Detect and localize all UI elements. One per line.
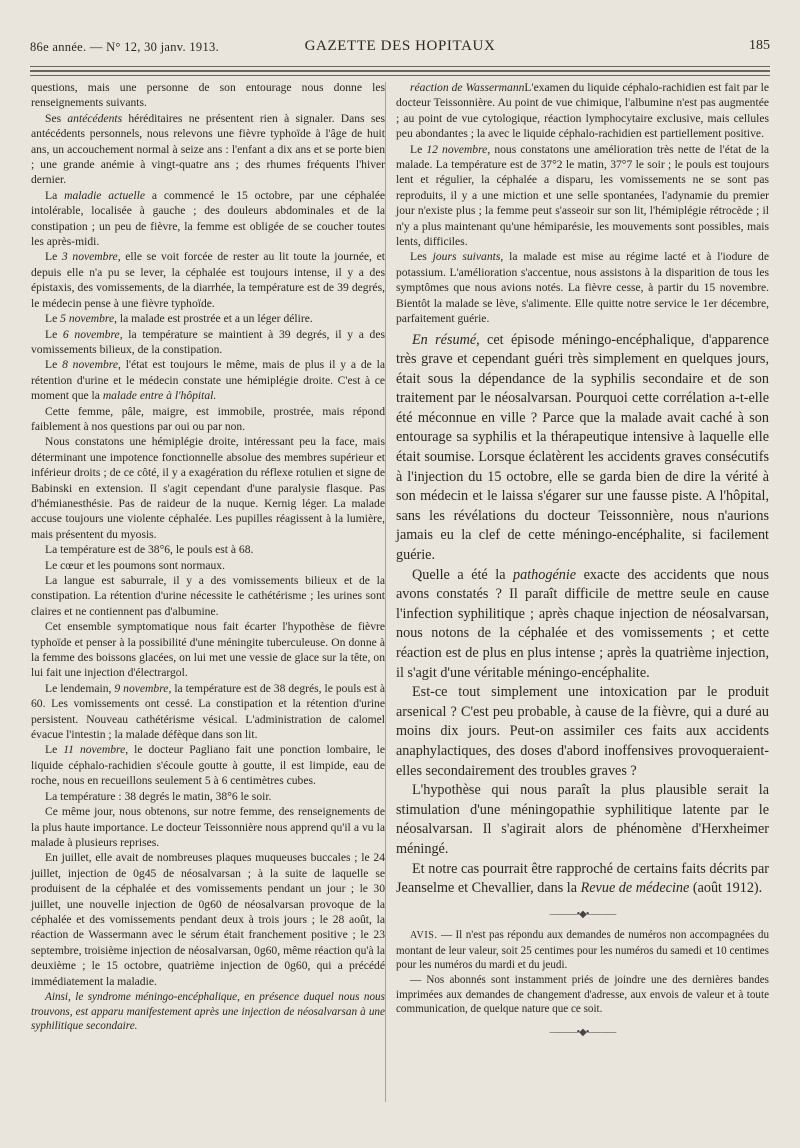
paragraph-text: héréditaires ne présentent rien à signaler. Dans ses antécédents personnels, nous relevons une fièvre typhoïde à l'âge de huit ans, un accouchement normal à seize ans : l'enfant a dix ans et se porte bien ; une grande anémie à vingt-quatre ans ; des rhumes fréquents l'hiver dernier. xyxy=(31,111,385,187)
paragraph xyxy=(396,860,769,899)
paragraph xyxy=(31,111,385,188)
emphasis-text: 12 novembre xyxy=(426,142,488,156)
right-column-small-text xyxy=(396,80,769,327)
emphasis-text: 11 novembre xyxy=(63,743,126,757)
paragraph-text: Nous constatons une hémiplégie droite, intéressant peu la face, mais déterminant une impotence fonctionnelle absolue des membres supérieur et inférieur droits ; de ce côté, il y a exagération du réflexe rotulien et signe de Babinski en extension. Il s'agit cependant d'une paralysie flasque. Pas d'hémianesthésie. Pas de raideur de la nuque. Kernig léger. La malade accuse toujours une violente céphalée. Les pupilles réagissent à la lumière, mais présentent du myosis. xyxy=(31,435,385,541)
paragraph xyxy=(31,327,385,358)
paragraph xyxy=(396,566,769,684)
left-column xyxy=(31,80,385,1034)
emphasis-text: En résumé xyxy=(412,331,477,348)
emphasis-text: 3 novembre xyxy=(61,250,118,264)
paragraph-text: , la malade est prostrée et a un léger délire. xyxy=(114,312,313,326)
header-rule-bottom xyxy=(30,75,770,76)
paragraph-text: , la température est de 38 degrés, le pouls est à 60. Les vomissements ont cessé. La constipation et la rétention d'urine persistent. Nouveau cathétérisme vésical. L'administration de calomel évacue l'intestin ; la malade défèque dans son lit. xyxy=(31,681,385,742)
paragraph-text: , cet épisode méningo-encéphalique, d'apparence très grave et cependant guéri très simplement en quelques jours, était sous la dépendance de la syphilis secondaire et de son traitement par le néosalvarsan. Pourquoi cette corrélation a-t-elle été méconnue en ville ? Parce que la malade avait caché à son entourage sa syphilis et la thérapeutique intensive à laquelle elle était soumise. Lorsque éclatèrent les accidents graves consécutifs à l'injection du 15 octobre, elle se garda bien de dire la vérité à son médecin et le laissa s'égarer sur une fausse piste. A l'hôpital, sans les révélations du docteur Teissonnière, nous n'aurions jamais eu la clef de cette méningo-encéphalite, si facilement guérie. xyxy=(396,331,769,564)
paragraph-text: Le lendemain, xyxy=(45,681,115,695)
emphasis-text: 8 novembre xyxy=(62,358,118,372)
emphasis-text: jours suivants xyxy=(432,250,501,264)
paragraph-text: , le docteur Pagliano fait une ponction lombaire, le liquide céphalo-rachidien s'écoule goutte à goutte, il est limpide, eau de roche, nous en recueillons seulement 5 à 6 centimètres cubes. xyxy=(31,743,385,788)
header-rule xyxy=(30,66,770,67)
emphasis-text: 5 novembre xyxy=(60,312,115,326)
paragraph-text: Cette femme, pâle, maigre, est immobile, prostrée, mais répond faiblement à nos questions par oui ou par non. xyxy=(31,404,385,433)
paragraph-text: L'examen du liquide céphalo-rachidien est fait par le docteur Teissonnière. Au point de vue chimique, l'albumine n'est pas augmentée ; au point de vue cytologique, réaction lymphocytaire exclusive, mais cellules peu abondantes ; la xyxy=(396,81,769,141)
paragraph xyxy=(31,789,385,804)
paragraph-text: a commencé le 15 octobre, par une céphalée intolérable, localisée à gauche ; des douleurs abdominales et de la constipation ; un peu de fièvre, la femme est obligée de se coucher toutes les après-midi. xyxy=(31,188,385,249)
paragraph-text: (août 1912). xyxy=(689,880,763,897)
emphasis-text: malade entre à l'hôpital. xyxy=(102,389,217,403)
paragraph-text: , la température se maintient à 39 degrés, il y a des vomissements bilieux, de la constipation. xyxy=(31,327,385,356)
paragraph xyxy=(31,742,385,788)
paragraph-text: Ainsi, le syndrome méningo-encéphalique, en présence duquel nous nous trouvons, est apparu manifestement après une injection de néosalvarsan à une syphilitique secondaire. xyxy=(31,990,385,1033)
paragraph xyxy=(31,404,385,435)
paragraph-text: Les xyxy=(410,250,433,264)
paragraph xyxy=(396,683,769,781)
paragraph-text: Le xyxy=(45,312,61,326)
emphasis-text: pathogénie xyxy=(513,566,577,583)
paragraph-text: Ses xyxy=(45,111,68,125)
paragraph xyxy=(31,542,385,557)
paragraph xyxy=(396,80,769,142)
paragraph-text: La langue est saburrale, il y a des vomissements bilieux et de la constipation. La rétention d'urine nécessite le cathétérisme ; les urines sont claires et ne contiennent pas d'albumine. xyxy=(31,574,385,618)
emphasis-text: Revue de médecine xyxy=(580,880,690,897)
emphasis-text: maladie actuelle xyxy=(64,188,146,202)
paragraph xyxy=(31,357,385,403)
paragraph xyxy=(31,573,385,619)
paragraph xyxy=(396,249,769,326)
paragraph-text: Le xyxy=(45,358,63,372)
paragraph-text: Est-ce tout simplement une intoxication par le produit arsenical ? C'est peu probable, à cause de la fièvre, qui a duré au moins dix jours. Peut-on assimiler ces faits aux accidents anaphylactiques, des doses d'abord inoffensives provoqueraient-elles secondairement des troubles graves ? xyxy=(396,684,769,779)
paragraph-text: Le xyxy=(45,250,62,264)
paragraph-text: Cet ensemble symptomatique nous fait écarter l'hypothèse de fièvre typhoïde et penser à la possibilité d'une méningite tuberculeuse. On donne à la femme des boissons glacées, on lui met une vessie de glace sur la tête, on lui fait une injection d'électrargol. xyxy=(31,620,385,680)
paragraph-text: Le xyxy=(410,142,427,156)
paragraph xyxy=(31,434,385,542)
page-header xyxy=(30,36,770,60)
emphasis-text: antécédents xyxy=(67,111,123,125)
notice-section xyxy=(396,928,769,1017)
paragraph xyxy=(396,331,769,566)
paragraph-text: Le xyxy=(45,327,63,341)
ornament-divider-end: ———•◆•——— xyxy=(549,1026,616,1038)
issue-line: 86e année. — N° 12, 30 janv. 1913. xyxy=(30,40,220,54)
paragraph xyxy=(31,850,385,989)
header-rule-thick xyxy=(30,70,770,72)
paragraph-text: questions, mais une personne de son entourage nous donne les renseignements suivants. xyxy=(31,81,385,110)
paragraph xyxy=(31,188,385,250)
right-column xyxy=(396,80,769,1046)
paragraph-text: L'hypothèse qui nous paraît la plus plausible serait la stimulation d'une méningopathie syphilitique latente par le néosalvarsan. Il s'agirait alors de phénomène d'Herxheimer méningé. xyxy=(396,782,769,857)
paragraph xyxy=(396,142,769,250)
paragraph-text: Le xyxy=(45,743,64,757)
paragraph-text: Quelle a été la xyxy=(412,566,514,583)
paragraph xyxy=(31,80,385,111)
paragraph-text: Le cœur et les poumons sont normaux. xyxy=(45,558,225,572)
emphasis-text: 6 novembre xyxy=(62,327,120,341)
paragraph-text: , nous constatons une amélioration très nette de l'état de la malade. La température est de 37°2 le matin, 37°7 le soir ; le pouls est toujours lent et régulier, la céphalée a disparu, les vomissements ne se sont pas reproduits, il y a une miction et une selle spontanées, l'adynamie du premier jour n'existe plus ; la femme peut s'asseoir sur son lit, l'hémiplégie rétrocède ; il n'y a plus maintenant qu'une hémiparésie, les mouvements sont possibles, mais lents, difficiles. xyxy=(396,142,769,249)
notice-text-1: — Il n'est pas répondu aux demandes de numéros non accompagnées du montant de leur valeur, soit 25 centimes pour les numéros du samedi et 10 centimes pour les numéros du mardi et du jeudi. xyxy=(396,929,769,972)
notice-label: AVIS. xyxy=(410,930,438,942)
paragraph-text: avec le liquide céphalo-rachidien est partiellement positive. xyxy=(488,127,764,141)
paragraph xyxy=(31,249,385,311)
paragraph-text: En juillet, elle avait de nombreuses plaques muqueuses buccales ; le 24 juillet, injection de 0g45 de néosalvarsan ; à la suite de laquelle se produisent de la céphalée et des vomissements pendant un jour ; le 30 juillet, une nouvelle injection de 0g60 de néosalvarsan provoque de la céphalée et des vomissements pendant deux à trois jours ; le 28 août, la réaction de Wassermann avec le sérum était franchement positive ; le 23 septembre, troisième injection de néosalvarsan, 0g60, même réaction qu'à la deuxième ; le 15 octobre, quatrième injection de 0g60, qui a précédé immédiatement la maladie. xyxy=(31,851,385,988)
paragraph xyxy=(31,804,385,850)
paragraph xyxy=(31,311,385,326)
paragraph-text: Et notre cas pourrait être rapproché de certains faits décrits par Jeanselme et Chevallier, dans la xyxy=(396,860,769,897)
paragraph-text: Ce même jour, nous obtenons, sur notre femme, des renseignements de la plus haute importance. Le docteur Teissonnière nous apprend qu'il a vu la malade à plusieurs reprises. xyxy=(31,805,385,849)
paragraph xyxy=(31,681,385,743)
paragraph-text: , elle se voit forcée de rester au lit toute la journée, et depuis elle n'a pu se lever, la céphalée est toujours intense, il y a des épistaxis, des vomissements, de la diarrhée, la température est de 39 degrés, le médecin pense à une fièvre typhoïde. xyxy=(31,250,385,310)
paragraph-text: exacte des accidents que nous avons constatés ? Il paraît difficile de mettre seule en cause l'infection syphilitique ; après chaque injection de néosalvarsan, nous notons de la céphalée et des vomissements ; et cette réaction est de plus en plus intense ; après la quatrième injection, il s'agit d'une véritable méningo-encéphalite. xyxy=(396,566,769,681)
paragraph xyxy=(31,619,385,681)
paragraph xyxy=(31,990,385,1034)
summary-section xyxy=(396,331,769,899)
emphasis-text: réaction de Wassermann xyxy=(410,81,525,94)
paragraph-text: La xyxy=(45,188,65,202)
paragraph-text: La température est de 38°6, le pouls est à 68. xyxy=(45,543,254,557)
ornament-divider: ———•◆•——— xyxy=(549,908,616,920)
notice-text-2: — Nos abonnés sont instamment priés de joindre une des dernières bandes imprimées aux demandes de changement d'adresse, aux envois de valeur et à toute communication, de quelque nature que ce soit. xyxy=(396,973,769,1016)
paragraph xyxy=(396,781,769,859)
paragraph-text: , l'état est toujours le même, mais de plus il y a de la rétention d'urine et le médecin constate une hémiplégie droite. C'est à ce moment que la xyxy=(31,358,385,403)
paragraph xyxy=(31,558,385,573)
page-number: 185 xyxy=(749,38,770,53)
emphasis-text: 9 novembre xyxy=(114,681,169,695)
paragraph-text: , la malade est mise au régime lacté et à l'iodure de potassium. L'amélioration s'accentue, nous assistons à la disparition de tous les symptômes que nous avions notés. La fièvre cesse, à partir du 15 novembre. Bientôt la malade se lève, s'alimente. Elle quitte notre service le 1er décembre, parfaitement guérie. xyxy=(396,250,769,326)
journal-title: GAZETTE DES HOPITAUX xyxy=(304,38,496,54)
paragraph-text: La température : 38 degrés le matin, 38°6 le soir. xyxy=(45,789,272,803)
column-separator xyxy=(385,82,386,1102)
